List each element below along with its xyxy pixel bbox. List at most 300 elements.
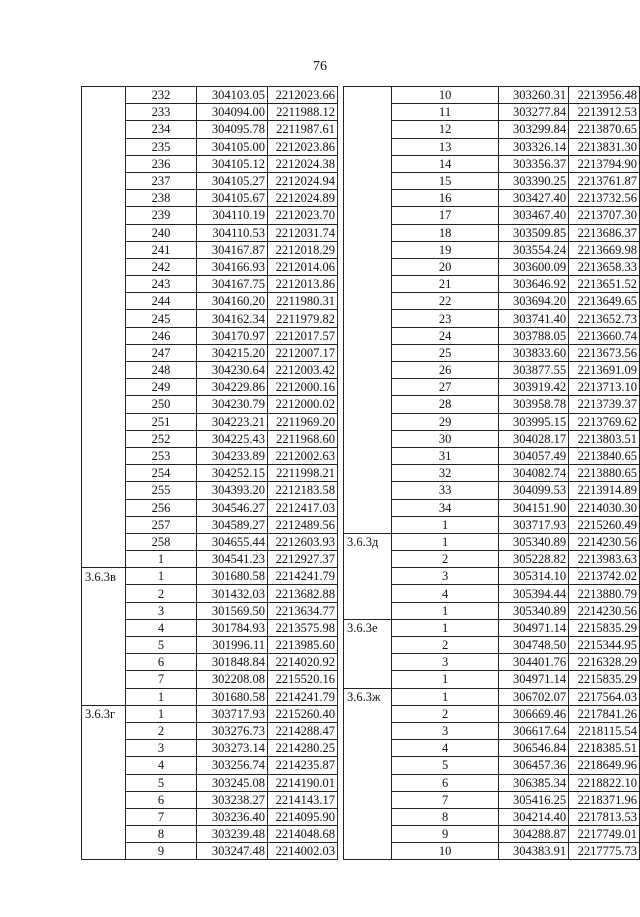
section-cell [344,791,392,808]
x-coordinate-cell: 303646.92 [499,276,569,293]
y-coordinate-cell: 2211987.61 [268,121,338,138]
point-number-cell: 251 [126,413,197,430]
point-number-cell: 18 [391,224,498,241]
point-number-cell: 33 [391,482,498,499]
x-coordinate-cell: 304214.40 [499,808,569,825]
section-cell [344,482,392,499]
table-row [344,138,640,155]
table-row [82,396,338,413]
y-coordinate-cell: 2213660.74 [569,327,640,344]
section-cell [344,413,392,430]
section-cell [82,379,126,396]
table-row [344,482,640,499]
point-number-cell: 240 [126,224,197,241]
section-cell [82,413,126,430]
point-number-cell: 30 [391,430,498,447]
y-coordinate-cell: 2218115.54 [569,722,640,739]
section-cell [82,207,126,224]
section-cell [82,740,126,757]
table-row [82,138,338,155]
point-number-cell: 247 [126,344,197,361]
point-number-cell: 5 [126,774,197,791]
table-row [344,87,640,104]
table-row [82,379,338,396]
table-row [82,602,338,619]
y-coordinate-cell: 2213732.56 [569,190,640,207]
y-coordinate-cell: 2211988.12 [268,104,338,121]
x-coordinate-cell: 301432.03 [197,585,268,602]
point-number-cell: 6 [391,774,498,791]
section-cell [82,808,126,825]
point-number-cell: 258 [126,533,197,550]
table-row [82,104,338,121]
coordinates-table-left-body [82,87,338,860]
section-cell [344,808,392,825]
table-row [82,551,338,568]
table-row [344,516,640,533]
point-number-cell: 13 [391,138,498,155]
x-coordinate-cell: 303694.20 [499,293,569,310]
point-number-cell: 237 [126,172,197,189]
y-coordinate-cell: 2213669.98 [569,241,640,258]
y-coordinate-cell: 2214143.17 [268,791,338,808]
point-number-cell: 242 [126,258,197,275]
y-coordinate-cell: 2214235.87 [268,757,338,774]
table-row [344,619,640,636]
section-cell [82,327,126,344]
y-coordinate-cell: 2211998.21 [268,465,338,482]
section-cell [344,224,392,241]
table-row [344,344,640,361]
y-coordinate-cell: 2212489.56 [268,516,338,533]
section-cell [344,757,392,774]
x-coordinate-cell: 306546.84 [499,740,569,757]
table-row [82,482,338,499]
y-coordinate-cell: 2213985.60 [268,637,338,654]
table-row [82,791,338,808]
x-coordinate-cell: 303239.48 [197,826,268,843]
point-number-cell: 31 [391,447,498,464]
y-coordinate-cell: 2214280.25 [268,740,338,757]
section-cell [344,465,392,482]
y-coordinate-cell: 2213914.89 [569,482,640,499]
y-coordinate-cell: 2211969.20 [268,413,338,430]
y-coordinate-cell: 2213651.52 [569,276,640,293]
y-coordinate-cell: 2213713.10 [569,379,640,396]
point-number-cell: 1 [391,671,498,688]
x-coordinate-cell: 304223.21 [197,413,268,430]
section-cell [82,430,126,447]
point-number-cell: 27 [391,379,498,396]
section-cell [344,396,392,413]
y-coordinate-cell: 2213658.33 [569,258,640,275]
x-coordinate-cell: 303958.78 [499,396,569,413]
section-cell [344,379,392,396]
table-row [82,654,338,671]
section-cell [82,293,126,310]
y-coordinate-cell: 2213649.65 [569,293,640,310]
x-coordinate-cell: 304971.14 [499,619,569,636]
table-row [344,396,640,413]
x-coordinate-cell: 303833.60 [499,344,569,361]
table-row [344,172,640,189]
table-row [344,688,640,705]
point-number-cell: 239 [126,207,197,224]
point-number-cell: 1 [391,688,498,705]
x-coordinate-cell: 304110.19 [197,207,268,224]
y-coordinate-cell: 2218385.51 [569,740,640,757]
point-number-cell: 34 [391,499,498,516]
section-cell [82,533,126,550]
section-cell [82,172,126,189]
y-coordinate-cell: 2212007.17 [268,344,338,361]
table-row [344,310,640,327]
point-number-cell: 4 [391,740,498,757]
y-coordinate-cell: 2215260.49 [569,516,640,533]
section-cell [82,138,126,155]
y-coordinate-cell: 2217813.53 [569,808,640,825]
point-number-cell: 2 [126,585,197,602]
section-cell [82,121,126,138]
table-row [82,722,338,739]
x-coordinate-cell: 304393.20 [197,482,268,499]
x-coordinate-cell: 301848.84 [197,654,268,671]
point-number-cell: 3 [126,740,197,757]
x-coordinate-cell: 301996.11 [197,637,268,654]
section-cell [82,757,126,774]
table-row [82,774,338,791]
y-coordinate-cell: 2212003.42 [268,362,338,379]
x-coordinate-cell: 304170.97 [197,327,268,344]
point-number-cell: 22 [391,293,498,310]
table-row [344,190,640,207]
table-row [344,705,640,722]
table-row [344,224,640,241]
table-row [344,774,640,791]
point-number-cell: 25 [391,344,498,361]
section-cell [82,791,126,808]
section-cell [344,104,392,121]
point-number-cell: 9 [391,826,498,843]
table-row [344,602,640,619]
y-coordinate-cell: 2213739.37 [569,396,640,413]
point-number-cell: 32 [391,465,498,482]
section-cell [344,258,392,275]
x-coordinate-cell: 303299.84 [499,121,569,138]
coordinates-table-right [343,86,640,860]
y-coordinate-cell: 2218649.96 [569,757,640,774]
x-coordinate-cell: 304057.49 [499,447,569,464]
x-coordinate-cell: 303276.73 [197,722,268,739]
point-number-cell: 23 [391,310,498,327]
x-coordinate-cell: 306702.07 [499,688,569,705]
y-coordinate-cell: 2213803.51 [569,430,640,447]
x-coordinate-cell: 304215.20 [197,344,268,361]
table-row [344,379,640,396]
point-number-cell: 248 [126,362,197,379]
table-row [82,516,338,533]
table-row [82,87,338,104]
point-number-cell: 14 [391,155,498,172]
y-coordinate-cell: 2213652.73 [569,310,640,327]
point-number-cell: 26 [391,362,498,379]
x-coordinate-cell: 303273.14 [197,740,268,757]
y-coordinate-cell: 2213912.53 [569,104,640,121]
y-coordinate-cell: 2217841.26 [569,705,640,722]
x-coordinate-cell: 303741.40 [499,310,569,327]
y-coordinate-cell: 2217749.01 [569,826,640,843]
y-coordinate-cell: 2214030.30 [569,499,640,516]
point-number-cell: 254 [126,465,197,482]
x-coordinate-cell: 304230.79 [197,396,268,413]
x-coordinate-cell: 303260.31 [499,87,569,104]
point-number-cell: 7 [126,671,197,688]
point-number-cell: 3 [391,722,498,739]
x-coordinate-cell: 304160.20 [197,293,268,310]
y-coordinate-cell: 2213794.90 [569,155,640,172]
point-number-cell: 19 [391,241,498,258]
point-number-cell: 15 [391,172,498,189]
y-coordinate-cell: 2215835.29 [569,671,640,688]
section-cell [82,465,126,482]
x-coordinate-cell: 304110.53 [197,224,268,241]
x-coordinate-cell: 305394.44 [499,585,569,602]
point-number-cell: 12 [391,121,498,138]
section-cell [82,585,126,602]
y-coordinate-cell: 2212000.16 [268,379,338,396]
table-row [82,310,338,327]
section-cell [82,499,126,516]
x-coordinate-cell: 303256.74 [197,757,268,774]
section-cell [82,362,126,379]
y-coordinate-cell: 2211980.31 [268,293,338,310]
x-coordinate-cell: 304748.50 [499,637,569,654]
x-coordinate-cell: 306669.46 [499,705,569,722]
section-cell [344,447,392,464]
x-coordinate-cell: 304028.17 [499,430,569,447]
coordinates-table-left [81,86,338,860]
section-cell [82,551,126,568]
section-cell [82,482,126,499]
section-cell [82,602,126,619]
section-cell [82,843,126,860]
x-coordinate-cell: 305416.25 [499,791,569,808]
y-coordinate-cell: 2213634.77 [268,602,338,619]
y-coordinate-cell: 2214190.01 [268,774,338,791]
x-coordinate-cell: 306617.64 [499,722,569,739]
section-cell [344,362,392,379]
section-cell [344,276,392,293]
y-coordinate-cell: 2214230.56 [569,602,640,619]
table-row [344,499,640,516]
point-number-cell: 24 [391,327,498,344]
section-cell [344,671,392,688]
point-number-cell: 1 [391,533,498,550]
section-cell [82,224,126,241]
y-coordinate-cell: 2212023.86 [268,138,338,155]
point-number-cell: 243 [126,276,197,293]
y-coordinate-cell: 2213575.98 [268,619,338,636]
x-coordinate-cell: 303238.27 [197,791,268,808]
table-row [344,722,640,739]
table-row [82,533,338,550]
table-row [344,465,640,482]
point-number-cell: 7 [126,808,197,825]
x-coordinate-cell: 303236.40 [197,808,268,825]
table-row [82,585,338,602]
table-row [344,104,640,121]
section-cell [344,722,392,739]
y-coordinate-cell: 2211979.82 [268,310,338,327]
x-coordinate-cell: 304162.34 [197,310,268,327]
x-coordinate-cell: 304167.87 [197,241,268,258]
x-coordinate-cell: 303245.08 [197,774,268,791]
section-cell [344,241,392,258]
y-coordinate-cell: 2213761.87 [569,172,640,189]
section-cell [82,619,126,636]
table-row [82,688,338,705]
table-row [82,172,338,189]
table-row [82,843,338,860]
section-cell [82,190,126,207]
x-coordinate-cell: 305340.89 [499,602,569,619]
section-cell [82,774,126,791]
x-coordinate-cell: 305228.82 [499,551,569,568]
table-row [344,808,640,825]
x-coordinate-cell: 304167.75 [197,276,268,293]
point-number-cell: 20 [391,258,498,275]
point-number-cell: 1 [126,688,197,705]
point-number-cell: 28 [391,396,498,413]
table-row [82,327,338,344]
point-number-cell: 245 [126,310,197,327]
section-cell [82,310,126,327]
y-coordinate-cell: 2211968.60 [268,430,338,447]
y-coordinate-cell: 2218371.96 [569,791,640,808]
y-coordinate-cell: 2212023.70 [268,207,338,224]
section-cell [344,654,392,671]
point-number-cell: 244 [126,293,197,310]
point-number-cell: 232 [126,87,197,104]
section-cell [344,740,392,757]
y-coordinate-cell: 2213691.09 [569,362,640,379]
table-row [344,671,640,688]
point-number-cell: 5 [126,637,197,654]
section-cell [344,207,392,224]
point-number-cell: 2 [391,551,498,568]
table-row [344,362,640,379]
y-coordinate-cell: 2212024.94 [268,172,338,189]
x-coordinate-cell: 304401.76 [499,654,569,671]
section-cell [82,688,126,705]
y-coordinate-cell: 2215520.16 [268,671,338,688]
section-cell [344,327,392,344]
x-coordinate-cell: 304105.00 [197,138,268,155]
y-coordinate-cell: 2212002.63 [268,447,338,464]
table-row [82,430,338,447]
point-number-cell: 2 [391,637,498,654]
y-coordinate-cell: 2214048.68 [268,826,338,843]
table-row [344,654,640,671]
point-number-cell: 4 [126,757,197,774]
section-cell [344,774,392,791]
section-cell [344,843,392,860]
x-coordinate-cell: 303277.84 [499,104,569,121]
point-number-cell: 256 [126,499,197,516]
point-number-cell: 3 [391,568,498,585]
x-coordinate-cell: 303995.15 [499,413,569,430]
y-coordinate-cell: 2212013.86 [268,276,338,293]
table-row [344,121,640,138]
x-coordinate-cell: 303509.85 [499,224,569,241]
y-coordinate-cell: 2213983.63 [569,551,640,568]
y-coordinate-cell: 2212017.57 [268,327,338,344]
table-row [82,293,338,310]
x-coordinate-cell: 303717.93 [197,705,268,722]
table-row [344,637,640,654]
section-cell [344,293,392,310]
section-cell [82,241,126,258]
table-row [344,740,640,757]
point-number-cell: 236 [126,155,197,172]
point-number-cell: 2 [126,722,197,739]
y-coordinate-cell: 2214241.79 [268,568,338,585]
table-row [82,344,338,361]
section-cell [82,104,126,121]
x-coordinate-cell: 304105.12 [197,155,268,172]
point-number-cell: 1 [391,619,498,636]
point-number-cell: 1 [126,568,197,585]
point-number-cell: 235 [126,138,197,155]
section-cell [82,654,126,671]
section-cell: 3.6.3в [82,568,126,585]
y-coordinate-cell: 2212000.02 [268,396,338,413]
y-coordinate-cell: 2216328.29 [569,654,640,671]
table-row [82,362,338,379]
table-row [344,757,640,774]
x-coordinate-cell: 303326.14 [499,138,569,155]
x-coordinate-cell: 303877.55 [499,362,569,379]
table-row [82,276,338,293]
table-row [344,293,640,310]
table-row [82,190,338,207]
section-cell [82,637,126,654]
x-coordinate-cell: 304383.91 [499,843,569,860]
section-cell [344,87,392,104]
table-row [82,826,338,843]
x-coordinate-cell: 304225.43 [197,430,268,447]
x-coordinate-cell: 304233.89 [197,447,268,464]
section-cell [344,637,392,654]
y-coordinate-cell: 2213707.30 [569,207,640,224]
section-cell [344,155,392,172]
section-cell [344,826,392,843]
table-row [344,327,640,344]
point-number-cell: 5 [391,757,498,774]
section-cell [344,172,392,189]
table-row [82,637,338,654]
table-row [344,551,640,568]
y-coordinate-cell: 2214288.47 [268,722,338,739]
point-number-cell: 7 [391,791,498,808]
section-cell [344,121,392,138]
y-coordinate-cell: 2213682.88 [268,585,338,602]
table-row [82,241,338,258]
point-number-cell: 252 [126,430,197,447]
section-cell [344,585,392,602]
section-cell: 3.6.3д [344,533,392,550]
page-number: 76 [313,59,327,74]
